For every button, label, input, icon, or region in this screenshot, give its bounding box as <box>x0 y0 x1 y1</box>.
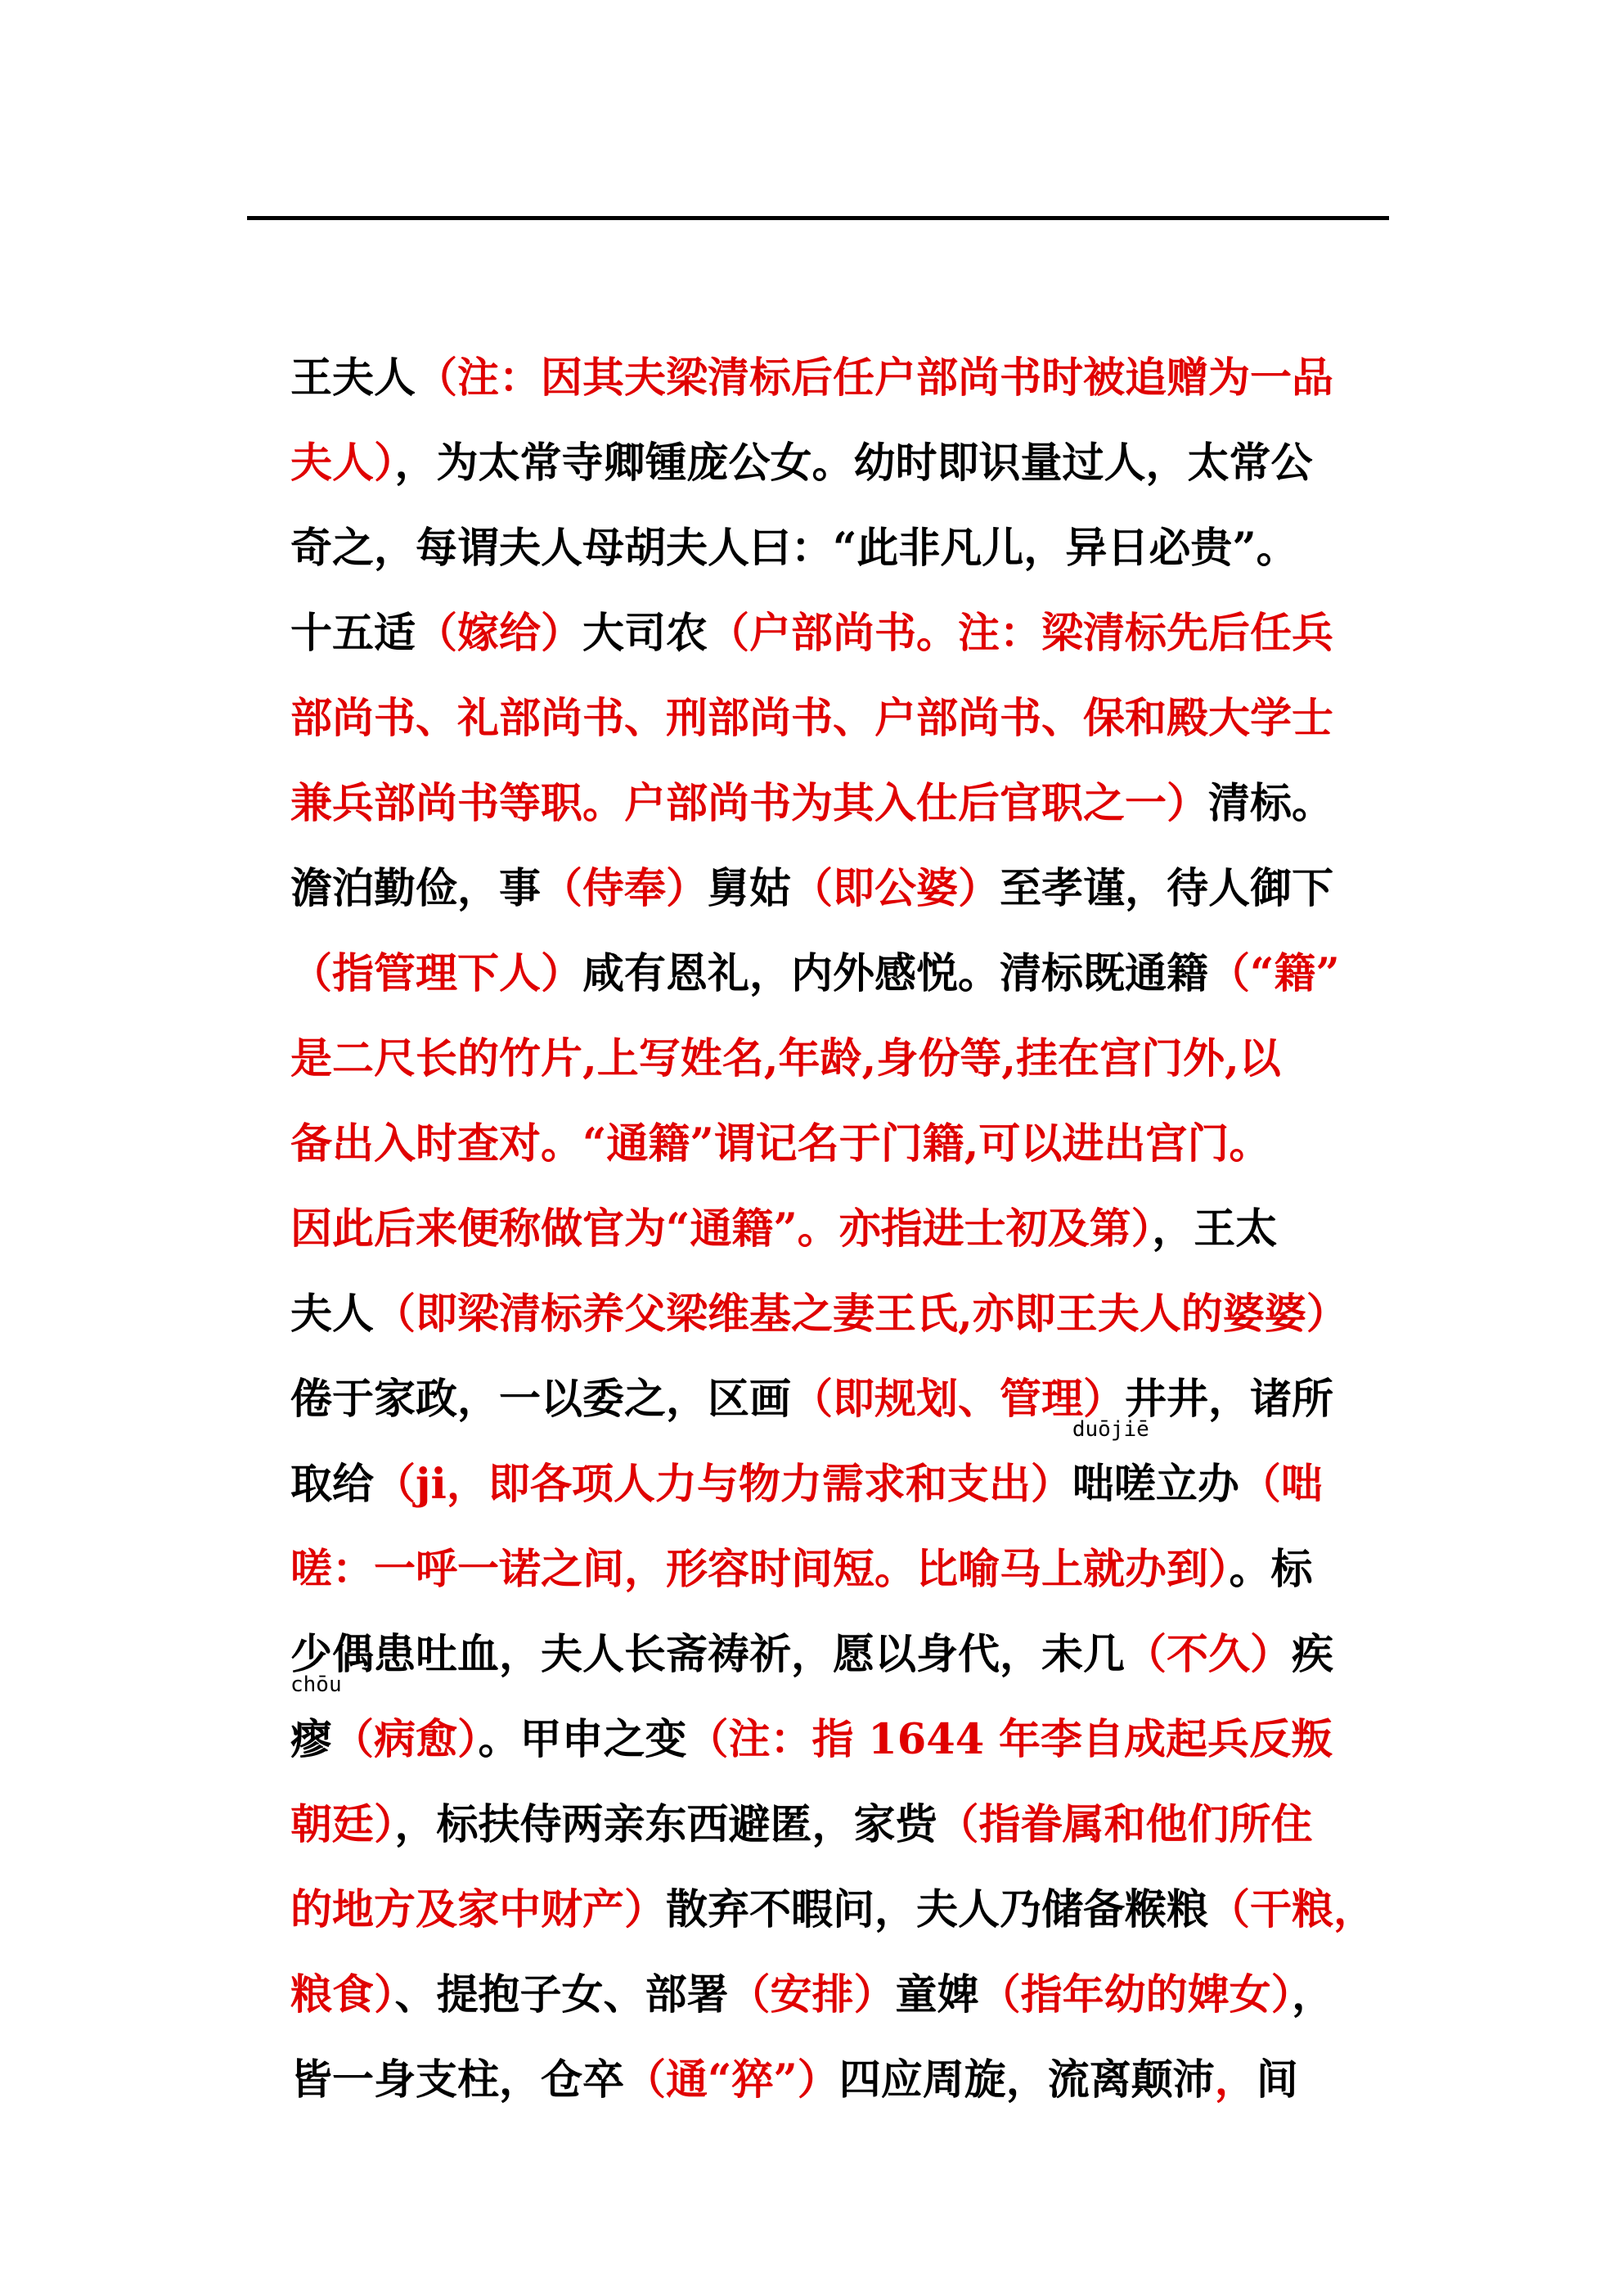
body-text: 少偶患吐血，夫人长斋祷祈，愿以身代，未几 <box>290 1630 1126 1679</box>
body-text <box>1072 1417 1156 1527</box>
body-text: 井井，诸所 <box>1125 1375 1334 1424</box>
annotation-note: （侍奉） <box>541 864 708 913</box>
text-line <box>290 1782 1391 1867</box>
text-line <box>290 1612 1391 1697</box>
body-text: 皆一身支柱，仓卒 <box>290 2055 625 2105</box>
pinyin-annotation: chōu <box>290 1672 342 1697</box>
annotation-note: 朝廷） <box>290 1800 395 1849</box>
pinyin-annotation: duōjiē <box>1072 1417 1149 1442</box>
body-text: 散弃不暇问，夫人乃储备糇粮 <box>666 1885 1209 1934</box>
annotation-note: 粮食） <box>290 1970 395 2019</box>
body-text: 十五适 <box>290 609 416 658</box>
annotation-note: ， <box>1214 2055 1257 2105</box>
body-text: 至孝谨，待人御下 <box>1000 864 1334 913</box>
body-text: ，为太常寺卿锺庞公女。幼时即识量过人，太常公 <box>394 439 1313 488</box>
body-text: 舅姑 <box>708 864 792 913</box>
annotation-note: （即公婆） <box>791 864 1000 913</box>
body-text: 清标。 <box>1208 779 1334 828</box>
text-line <box>290 1417 1391 1527</box>
annotation-note: （咄 <box>1239 1460 1323 1509</box>
annotation-note: 嗟：一呼一诺之间，形容时间短。比喻马上就办到） <box>290 1545 1230 1594</box>
text-line <box>290 335 1391 421</box>
body-text: 大司农 <box>582 609 708 658</box>
header-rule <box>247 216 1389 220</box>
annotation-note: （即规划、管理） <box>791 1375 1126 1424</box>
annotation-note: （ji，即各项人力与物力需求和支出） <box>374 1460 1072 1509</box>
ruby-base: 瘳 <box>290 1715 333 1764</box>
annotation-note: （注：因其夫梁清标后任户部尚书时被追赠为一品 <box>416 353 1334 403</box>
body-text: ，标扶侍两亲东西避匿，家赀 <box>394 1800 937 1849</box>
text-line <box>290 676 1391 761</box>
annotation-note: （指眷属和他们所住 <box>937 1800 1313 1849</box>
annotation-note: 兼兵部尚书等职。户部尚书为其入仕后官职之一） <box>290 779 1209 828</box>
text-line <box>290 1952 1391 2037</box>
body-text <box>290 1672 342 1782</box>
text-line <box>290 1357 1391 1442</box>
body-text: 倦于家政，一以委之，区画 <box>290 1375 792 1424</box>
annotation-note: （注：指 1644 年李自成起兵反叛 <box>686 1715 1333 1764</box>
text-line <box>290 1527 1391 1612</box>
text-line <box>290 591 1391 676</box>
annotation-note: （安排） <box>728 1970 896 2019</box>
body-text: 童婢 <box>895 1970 979 2019</box>
annotation-note: 的地方及家中财产） <box>290 1885 667 1934</box>
body-text: 澹泊勤俭，事 <box>290 864 542 913</box>
body-text: 四应周旋，流离颠沛 <box>838 2055 1215 2105</box>
annotation-note: 备出入时查对。“通籍”谓记名于门籍,可以进出宫门。 <box>290 1119 1271 1168</box>
annotation-note: （指年幼的婢女） <box>978 1970 1293 2019</box>
annotation-note: （病愈） <box>332 1715 479 1764</box>
text-line <box>290 761 1391 846</box>
text-line <box>290 846 1391 931</box>
body-text: 疾 <box>1292 1630 1334 1679</box>
body-text: 王夫人 <box>290 353 416 403</box>
annotation-note: （即梁清标养父梁维基之妻王氏,亦即王夫人的婆婆） <box>374 1290 1348 1339</box>
text-line <box>290 506 1391 591</box>
body-text: 、提抱子女、部署 <box>394 1970 729 2019</box>
document-body <box>290 335 1391 2123</box>
annotation-note: （通“猝”） <box>624 2055 839 2105</box>
text-line <box>290 1672 1391 1782</box>
body-text: 间 <box>1256 2055 1298 2105</box>
body-text: 咸有恩礼，内外感悦。清标既通籍 <box>582 949 1209 998</box>
body-text: 立办 <box>1155 1460 1239 1509</box>
body-text: 取给 <box>290 1460 375 1509</box>
text-line <box>290 2037 1391 2123</box>
annotation-note: （户部尚书。注：梁清标先后任兵 <box>708 609 1334 658</box>
body-text: 。标 <box>1229 1545 1313 1594</box>
body-text: ， <box>1292 1970 1334 2019</box>
body-text: 。甲申之变 <box>478 1715 687 1764</box>
body-text: 奇之，每谓夫人母胡夫人曰：“此非凡儿，异日必贵”。 <box>290 524 1298 573</box>
text-line <box>290 1272 1391 1357</box>
annotation-note: 部尚书、礼部尚书、刑部尚书、户部尚书、保和殿大学士 <box>290 694 1334 743</box>
annotation-note: 是二尺长的竹片,上写姓名,年龄,身份等,挂在宫门外,以 <box>290 1034 1281 1083</box>
annotation-note: （不久） <box>1125 1630 1293 1679</box>
annotation-note: （嫁给） <box>416 609 583 658</box>
body-text: 夫人 <box>290 1290 375 1339</box>
text-line <box>290 1186 1391 1272</box>
text-line <box>290 1101 1391 1186</box>
annotation-note: 因此后来便称做官为“通籍”。亦指进士初及第） <box>290 1204 1153 1254</box>
ruby-base: 咄嗟 <box>1072 1460 1156 1509</box>
annotation-note: （“籍” <box>1208 949 1340 998</box>
annotation-note: （干粮， <box>1208 1885 1376 1934</box>
annotation-note: （指管理下人） <box>290 949 583 998</box>
text-line <box>290 1016 1391 1101</box>
text-line <box>290 421 1391 506</box>
annotation-note: 夫人） <box>290 439 395 488</box>
text-line <box>290 1867 1391 1952</box>
body-text: ，王太 <box>1152 1204 1278 1254</box>
text-line <box>290 931 1391 1016</box>
